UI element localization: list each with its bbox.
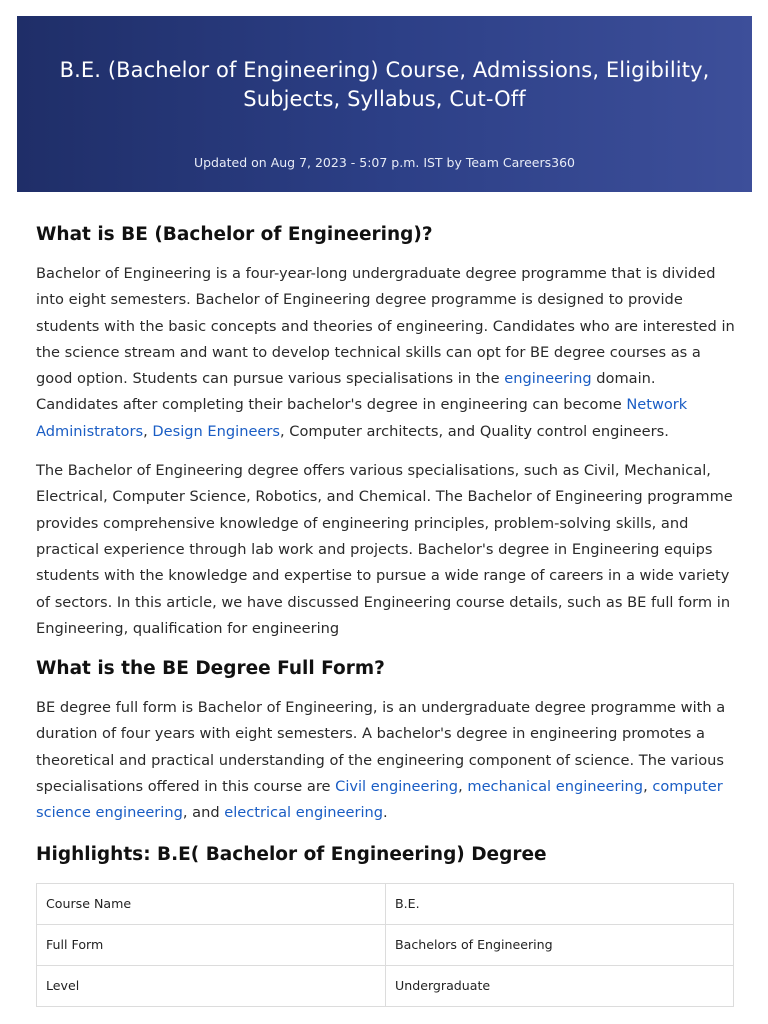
table-row — [37, 883, 734, 924]
full-form-paragraph — [36, 695, 736, 826]
paragraph-text: , — [643, 778, 653, 796]
page-title: B.E. (Bachelor of Engineering) Course, Admissions, Eligibility, Subjects, Syllabus, Cut-Off — [59, 58, 710, 111]
link-electrical-engineering[interactable]: electrical engineering — [224, 804, 384, 822]
specialisations-paragraph: The Bachelor of Engineering degree offers various specialisations, such as Civil, Mechanical, Electrical, Computer Science, Robotics, and Chemical. The Bachelor of Engineering programme provides comprehensive knowledge of engineering principles, problem-solving skills, and practical experience through lab work and projects. Bachelor's degree in Engineering equips students with the knowledge and expertise to pursue a wide range of careers in a wide variety of sectors. In this article, we have discussed Engineering course details, such as BE full form in Engineering, qualification for engineering — [36, 462, 733, 637]
table-row — [37, 965, 734, 1006]
table-cell-value: B.E. — [386, 883, 734, 924]
article-header — [17, 16, 752, 192]
link-network-administrators[interactable]: Network Administrators — [36, 396, 688, 440]
link-civil-engineering[interactable]: Civil engineering — [335, 778, 459, 796]
paragraph-text: , — [458, 778, 468, 796]
paragraph-text: , and — [182, 804, 225, 822]
link-engineering[interactable]: engineering — [504, 370, 592, 388]
table-cell-label: Full Form — [37, 924, 386, 965]
link-design-engineers[interactable]: Design Engineers — [152, 422, 280, 440]
table-cell-value: Undergraduate — [386, 965, 734, 1006]
paragraph-text: BE degree full form is Bachelor of Engineering, is an undergraduate degree programme with a duration of four years with eight semesters. A bachelor's degree in engineering promotes a theoretical and practical understanding of the engineering component of science. The various specialisations offered in this course are — [36, 699, 726, 796]
link-computer-science-engineering[interactable]: computer science engineering — [36, 778, 723, 822]
table-row — [37, 924, 734, 965]
table-cell-label: Course Name — [37, 883, 386, 924]
paragraph-text: domain. Candidates after completing their bachelor's degree in engineering can become — [36, 370, 656, 414]
section-heading-highlights: Highlights: B.E( Bachelor of Engineering) Degree — [36, 843, 547, 865]
table-cell-value: Bachelors of Engineering — [386, 924, 734, 965]
updated-info: Updated on Aug 7, 2023 - 5:07 p.m. IST by Team Careers360 — [193, 155, 576, 170]
section-heading-full-form: What is the BE Degree Full Form? — [36, 658, 385, 680]
section-heading-what-is-be: What is BE (Bachelor of Engineering)? — [36, 224, 433, 245]
paragraph-text: Bachelor of Engineering is a four-year-long undergraduate degree programme that is divided into eight semesters. Bachelor of Engineering degree programme is designed to provide students with the basic concepts and theories of engineering. Candidates who are interested in the science stream and want to develop technical skills can opt for BE degree courses as a good option. Students can pursue various specialisations in the — [36, 265, 735, 388]
table-cell-label: Level — [37, 965, 386, 1006]
link-mechanical-engineering[interactable]: mechanical engineering — [467, 778, 644, 796]
paragraph-text: , Computer architects, and Quality control engineers. — [280, 422, 669, 440]
paragraph-text: . — [383, 804, 388, 822]
highlights-table — [36, 883, 734, 1007]
paragraph-text: , — [143, 422, 153, 440]
intro-paragraph — [36, 261, 736, 445]
article-body — [36, 221, 736, 1007]
